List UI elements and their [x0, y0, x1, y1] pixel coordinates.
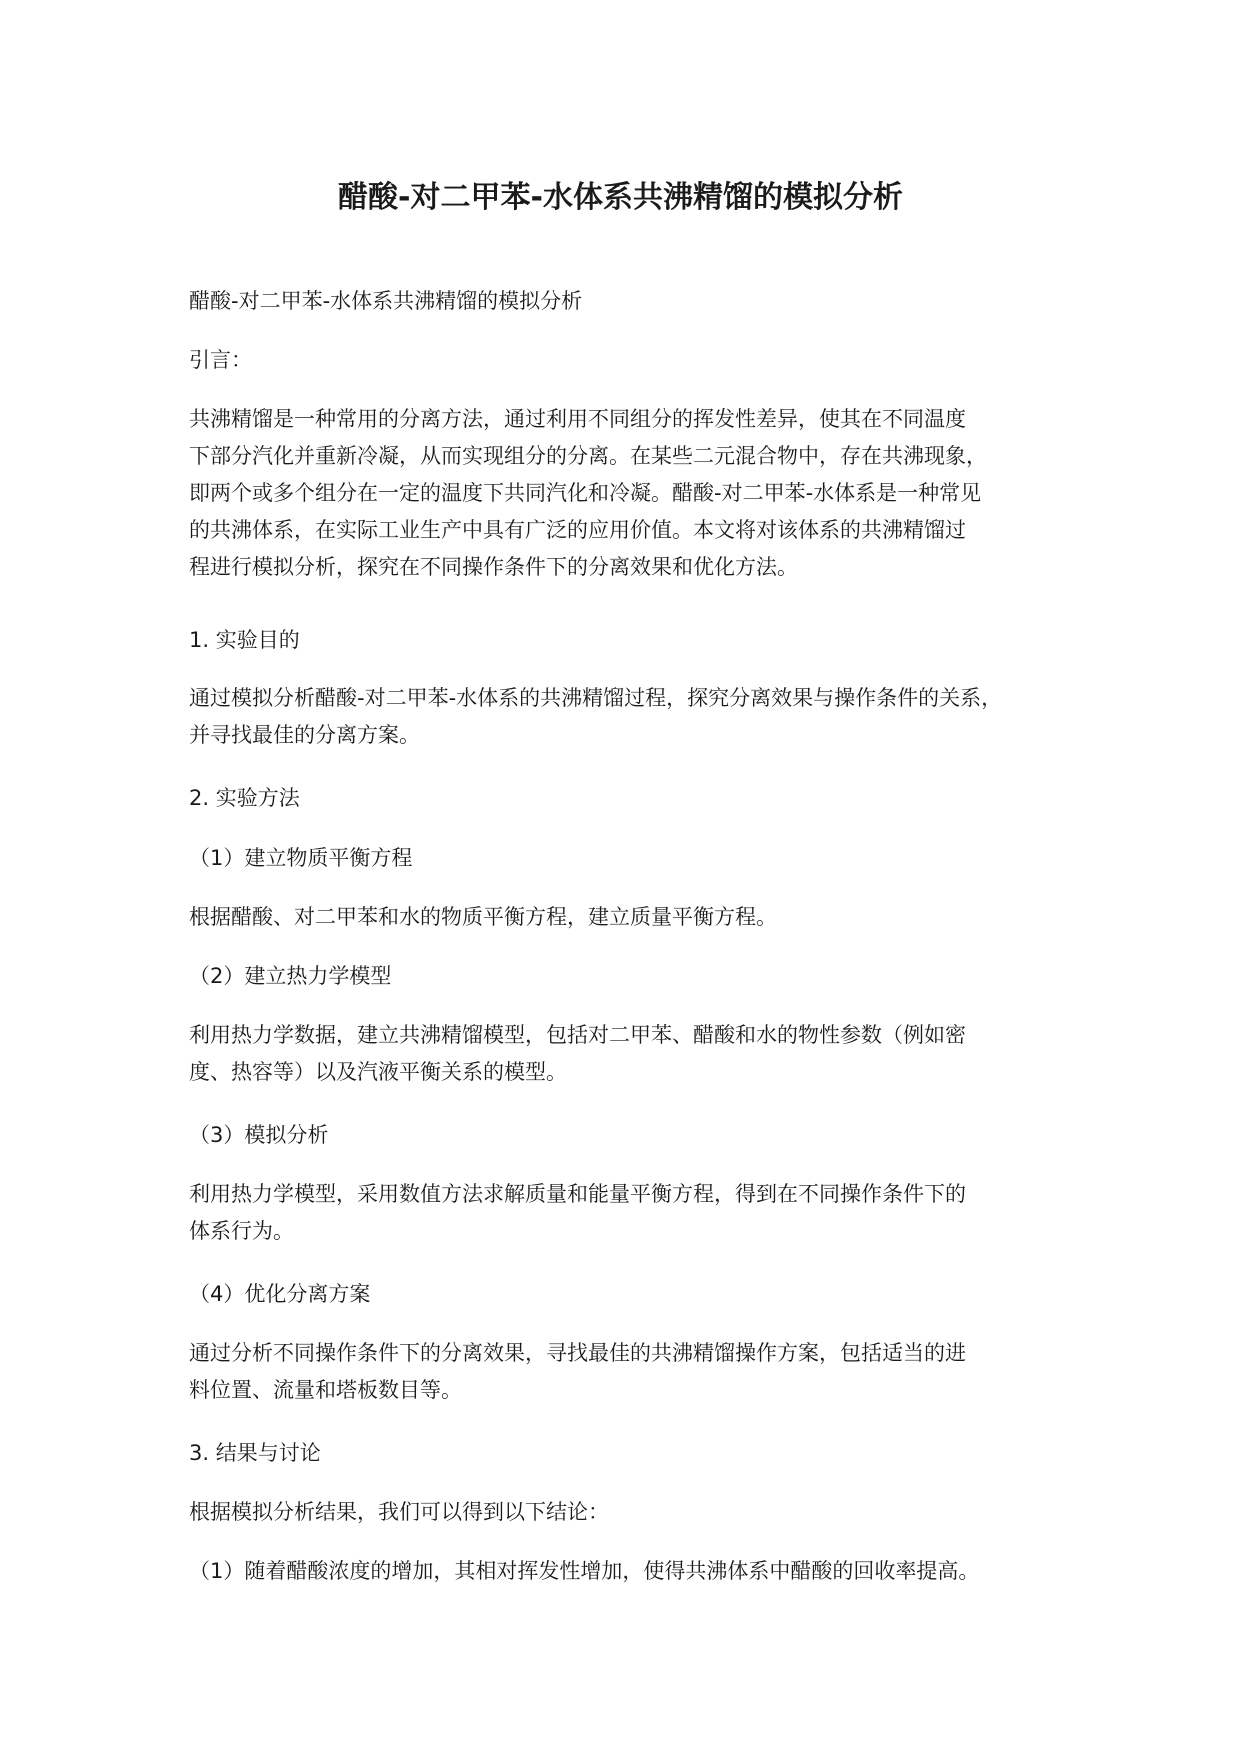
section1-paragraph [189, 680, 1079, 754]
step2-paragraph [189, 1017, 1079, 1091]
section1-line: 并寻找最佳的分离方案。 [189, 723, 420, 747]
intro-line: 即两个或多个组分在一定的温度下共同汽化和冷凝。醋酸-对二甲苯-水体系是一种常见 [189, 481, 982, 505]
intro-line: 共沸精馏是一种常用的分离方法，通过利用不同组分的挥发性差异，使其在不同温度 [189, 407, 966, 431]
step2-line: 利用热力学数据，建立共沸精馏模型，包括对二甲苯、醋酸和水的物性参数（例如密 [189, 1023, 966, 1047]
step2-heading: （2）建立热力学模型 [189, 964, 392, 988]
section3-heading: 3. 结果与讨论 [189, 1441, 321, 1465]
step3-line: 利用热力学模型，采用数值方法求解质量和能量平衡方程，得到在不同操作条件下的 [189, 1182, 966, 1206]
step3-paragraph [189, 1176, 1079, 1250]
subtitle-paragraph: 醋酸-对二甲苯-水体系共沸精馏的模拟分析 [189, 289, 583, 313]
step3-heading: （3）模拟分析 [189, 1123, 329, 1147]
intro-line: 下部分汽化并重新冷凝，从而实现组分的分离。在某些二元混合物中，存在共沸现象， [189, 444, 987, 468]
section1-heading: 1. 实验目的 [189, 628, 300, 652]
intro-heading: 引言： [189, 348, 252, 372]
section2-heading: 2. 实验方法 [189, 786, 300, 810]
step1-paragraph [189, 899, 1079, 936]
intro-line: 程进行模拟分析，探究在不同操作条件下的分离效果和优化方法。 [189, 555, 798, 579]
step4-paragraph [189, 1335, 1079, 1409]
step2-line: 度、热容等）以及汽液平衡关系的模型。 [189, 1060, 567, 1084]
step4-line: 料位置、流量和塔板数目等。 [189, 1378, 462, 1402]
intro-paragraph [189, 401, 1079, 586]
section1-line: 通过模拟分析醋酸-对二甲苯-水体系的共沸精馏过程，探究分离效果与操作条件的关系， [189, 686, 1003, 710]
step4-heading: （4）优化分离方案 [189, 1282, 371, 1306]
document-title: 醋酸-对二甲苯-水体系共沸精馏的模拟分析 [338, 180, 903, 215]
step4-line: 通过分析不同操作条件下的分离效果，寻找最佳的共沸精馏操作方案，包括适当的进 [189, 1341, 966, 1365]
intro-line: 的共沸体系，在实际工业生产中具有广泛的应用价值。本文将对该体系的共沸精馏过 [189, 518, 966, 542]
step3-line: 体系行为。 [189, 1219, 294, 1243]
conclusion-1: （1）随着醋酸浓度的增加，其相对挥发性增加，使得共沸体系中醋酸的回收率提高。 [189, 1559, 980, 1583]
step1-line: 根据醋酸、对二甲苯和水的物质平衡方程，建立质量平衡方程。 [189, 905, 777, 929]
section3-intro: 根据模拟分析结果，我们可以得到以下结论： [189, 1500, 609, 1524]
step1-heading: （1）建立物质平衡方程 [189, 846, 413, 870]
